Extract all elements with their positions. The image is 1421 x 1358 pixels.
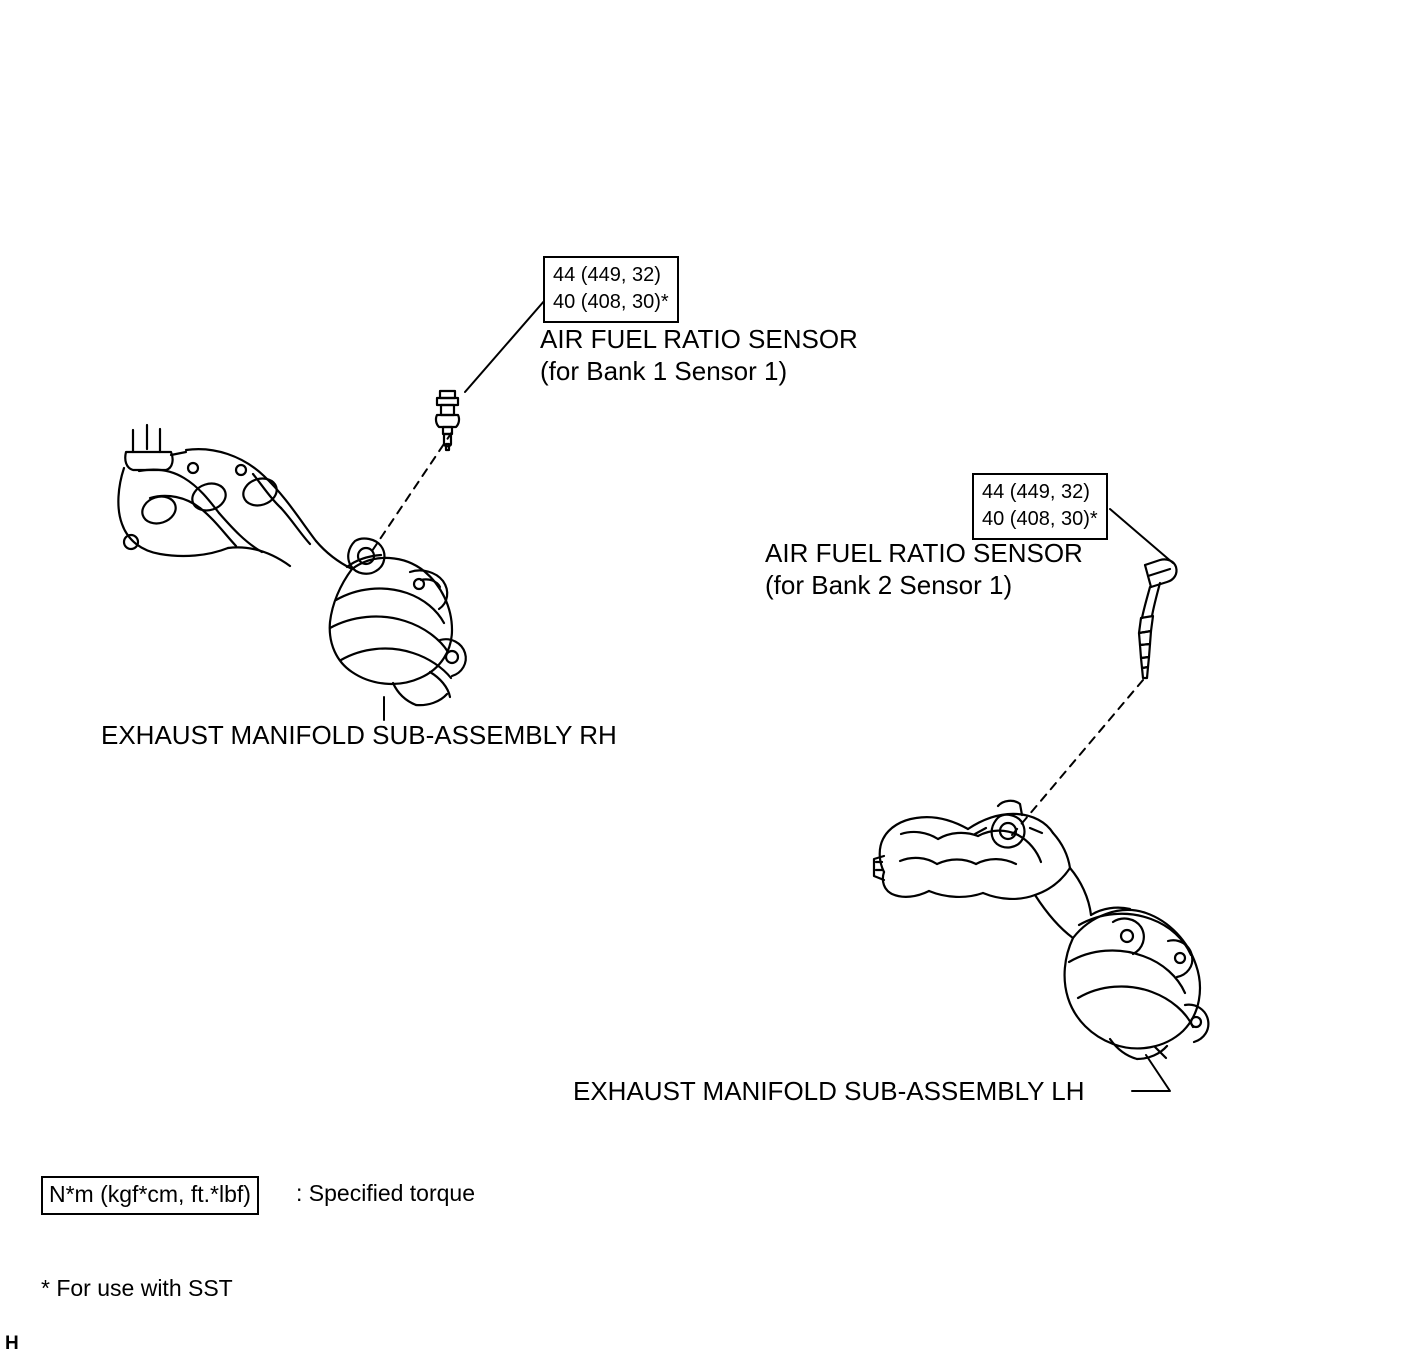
torque-spec-bank1-line2: 40 (408, 30)*: [553, 291, 669, 313]
torque-spec-bank2: [972, 473, 1108, 540]
leader-line-manifold-lh: [1132, 1055, 1170, 1091]
page-corner-mark: H: [5, 1333, 19, 1354]
sensor-bank1-subtitle: (for Bank 1 Sensor 1): [540, 356, 788, 386]
leader-line-bank1: [465, 300, 545, 392]
torque-spec-bank1: [543, 256, 679, 323]
torque-spec-bank2-line2: 40 (408, 30)*: [982, 508, 1098, 530]
part-label-manifold-lh: EXHAUST MANIFOLD SUB-ASSEMBLY LH: [573, 1076, 1085, 1106]
sensor-bank2-title: AIR FUEL RATIO SENSOR: [765, 538, 1083, 568]
legend-footnote: * For use with SST: [41, 1275, 233, 1301]
dashed-leader-bank2: [1012, 680, 1143, 835]
torque-spec-bank2-line1: 44 (449, 32): [982, 481, 1090, 503]
leader-line-bank2: [1110, 509, 1173, 563]
air-fuel-ratio-sensor-bank1-drawing: [436, 391, 459, 450]
part-label-manifold-rh: EXHAUST MANIFOLD SUB-ASSEMBLY RH: [101, 720, 617, 750]
legend-unit-meaning: : Specified torque: [296, 1180, 476, 1206]
legend-unit-box: N*m (kgf*cm, ft.*lbf): [41, 1176, 259, 1215]
torque-spec-bank1-line1: 44 (449, 32): [553, 264, 661, 286]
sensor-bank2-subtitle: (for Bank 2 Sensor 1): [765, 570, 1013, 600]
sensor-bank1-title: AIR FUEL RATIO SENSOR: [540, 324, 858, 354]
dashed-leader-bank1: [372, 432, 452, 551]
exhaust-manifold-rh-drawing: [118, 425, 465, 705]
air-fuel-ratio-sensor-bank2-drawing: [1139, 559, 1177, 678]
exhaust-manifold-lh-drawing: [874, 801, 1208, 1059]
